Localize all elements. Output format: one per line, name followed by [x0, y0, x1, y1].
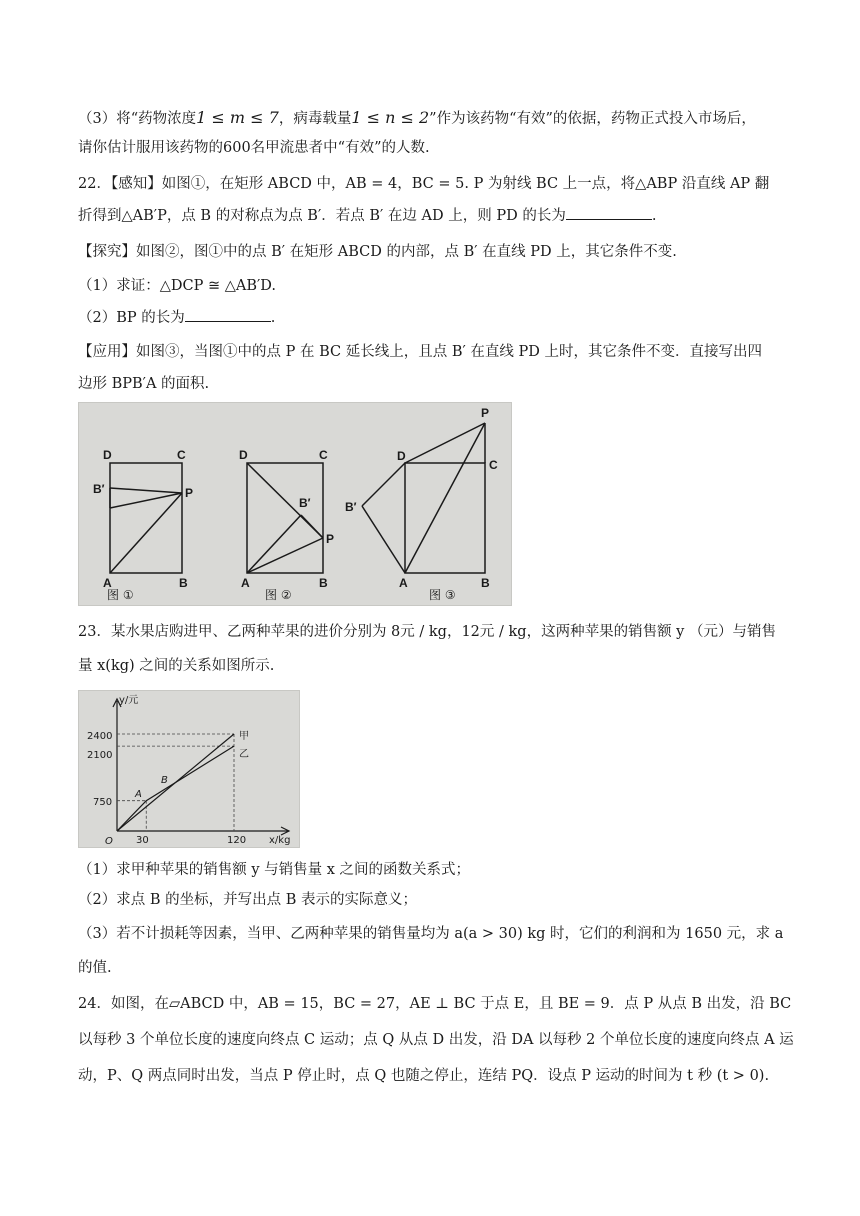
q21-text: ”作为该药物“有效”的依据，药物正式投入市场后，: [429, 111, 756, 127]
ytick-750: 750: [93, 797, 113, 808]
q23-line5: （3）若不计损耗等因素，当甲、乙两种苹果的销售量均为 a(a > 30) kg 时，它们的利润和为 1650 元，求 a: [78, 926, 784, 942]
point-a-label: A: [135, 789, 142, 800]
q22-line2: [78, 206, 788, 226]
q21-text: ，病毒载量: [278, 111, 352, 127]
fig3-segment-bprime-d: [362, 463, 405, 506]
fig2-label-bprime: B′: [299, 496, 311, 510]
answer-blank: [185, 309, 271, 322]
q23-line1: 23．某水果店购进甲、乙两种苹果的进价分别为 8元 / kg，12元 / kg，这两种苹果的销售额 y （元）与销售: [78, 624, 776, 640]
q21-part3-line1: [78, 108, 788, 129]
fig3-label-c: C: [489, 458, 498, 472]
fig1-caption: 图 ①: [107, 588, 134, 602]
fig3-segment-a-p: [405, 423, 485, 573]
graph-xlabel: x/kg: [269, 835, 291, 846]
fig2-caption: 图 ②: [265, 588, 292, 602]
q22-line1: 22．【感知】如图①，在矩形 ABCD 中，AB = 4，BC = 5. P 为射线 BC 上一点，将△ABP 沿直线 AP 翻: [78, 176, 770, 192]
q23-line3: （1）求甲种苹果的销售额 y 与销售量 x 之间的函数关系式；: [78, 862, 471, 878]
fig3-label-bprime: B′: [345, 500, 357, 514]
fig3-rectangle: [405, 463, 485, 573]
q22-line3: 【探究】如图②，图①中的点 B′ 在矩形 ABCD 的内部，点 B′ 在直线 PD 上，其它条件不变.: [78, 244, 677, 260]
point-b-label: B: [161, 775, 168, 786]
fig2-label-b: B: [319, 576, 328, 590]
xtick-120: 120: [227, 835, 247, 846]
fig3-caption: 图 ③: [429, 588, 456, 602]
fig2-segment-a-p: [247, 538, 323, 573]
q21-text: （3）将“药物浓度: [78, 111, 197, 127]
q22-text: .: [270, 310, 276, 326]
q22-text: .: [651, 208, 657, 224]
fig2-segment-bprime-p: [301, 515, 323, 538]
fig2-label-d: D: [239, 448, 248, 462]
fig1-label-a: A: [103, 576, 112, 590]
fig1-rectangle: [110, 463, 182, 573]
q23-line6: 的值.: [78, 960, 112, 976]
q22-line6: 【应用】如图③，当图①中的点 P 在 BC 延长线上，且点 B′ 在直线 PD 上时，其它条件不变．直接写出四: [78, 344, 762, 360]
fig2-label-a: A: [241, 576, 250, 590]
xtick-30: 30: [136, 835, 149, 846]
q23-line4: （2）求点 B 的坐标，并写出点 B 表示的实际意义；: [78, 892, 417, 908]
fig1-label-b: B: [179, 576, 188, 590]
q22-text: （2）BP 的长为: [78, 310, 185, 326]
q22-line7: 边形 BPB′A 的面积.: [78, 376, 210, 392]
fig1-label-bprime: B′: [93, 482, 105, 496]
answer-blank: [566, 207, 652, 220]
q21-math-n: 1 ≤ n ≤ 2: [351, 108, 430, 127]
q24-line2: 以每秒 3 个单位长度的速度向终点 C 运动；点 Q 从点 D 出发，沿 DA 以每秒 2 个单位长度的速度向终点 A 运: [78, 1032, 794, 1048]
fig1-label-d: D: [103, 448, 112, 462]
fig3-label-p: P: [481, 406, 490, 420]
fig2-segment-a-bprime: [247, 515, 301, 573]
plot-layer: [117, 734, 234, 831]
fig2-label-c: C: [319, 448, 328, 462]
q22-figure: [78, 402, 512, 606]
fig2-label-p: P: [326, 532, 335, 546]
fig1-segment-bp-p: [110, 488, 182, 493]
q24-line3: 动，P、Q 两点同时出发，当点 P 停止时，点 Q 也随之停止，连结 PQ．设点 P 运动的时间为 t 秒 (t > 0).: [78, 1068, 770, 1084]
q24-line1: 24．如图，在▱ABCD 中，AB = 15，BC = 27，AE ⊥ BC 于点 E，且 BE = 9．点 P 从点 B 出发，沿 BC: [78, 996, 792, 1012]
fig3-segment-d-p-top: [405, 423, 485, 463]
fig3-segment-bprime-a: [362, 506, 405, 573]
series-yi-label: 乙: [239, 749, 249, 760]
fig3-label-a: A: [399, 576, 408, 590]
q22-text: 折得到△AB′P，点 B 的对称点为点 B′．若点 B′ 在边 AD 上，则 PD 的长为: [78, 208, 566, 224]
fig1-label-p: P: [185, 486, 194, 500]
fig1-label-c: C: [177, 448, 186, 462]
ytick-2400: 2400: [87, 731, 113, 742]
ytick-2100: 2100: [87, 750, 113, 761]
q23-graph: [78, 690, 300, 848]
series-jia-label: 甲: [239, 731, 249, 742]
q23-line2: 量 x(kg) 之间的关系如图所示.: [78, 658, 275, 674]
q22-line5: [78, 308, 788, 328]
q21-math-m: 1 ≤ m ≤ 7: [196, 108, 279, 127]
q21-part3-line2: 请你估计服用该药物的600名甲流患者中“有效”的人数.: [78, 140, 430, 156]
graph-ylabel: y/元: [119, 695, 139, 706]
q22-line4: （1）求证：△DCP ≅ △AB′D.: [78, 278, 277, 294]
graph-origin: O: [105, 836, 113, 847]
q23-graph-svg: [79, 691, 299, 847]
q22-figure-svg: [79, 403, 511, 605]
fig3-label-b: B: [481, 576, 490, 590]
fig3-label-d: D: [397, 449, 406, 463]
fig2-rectangle: [247, 463, 323, 573]
